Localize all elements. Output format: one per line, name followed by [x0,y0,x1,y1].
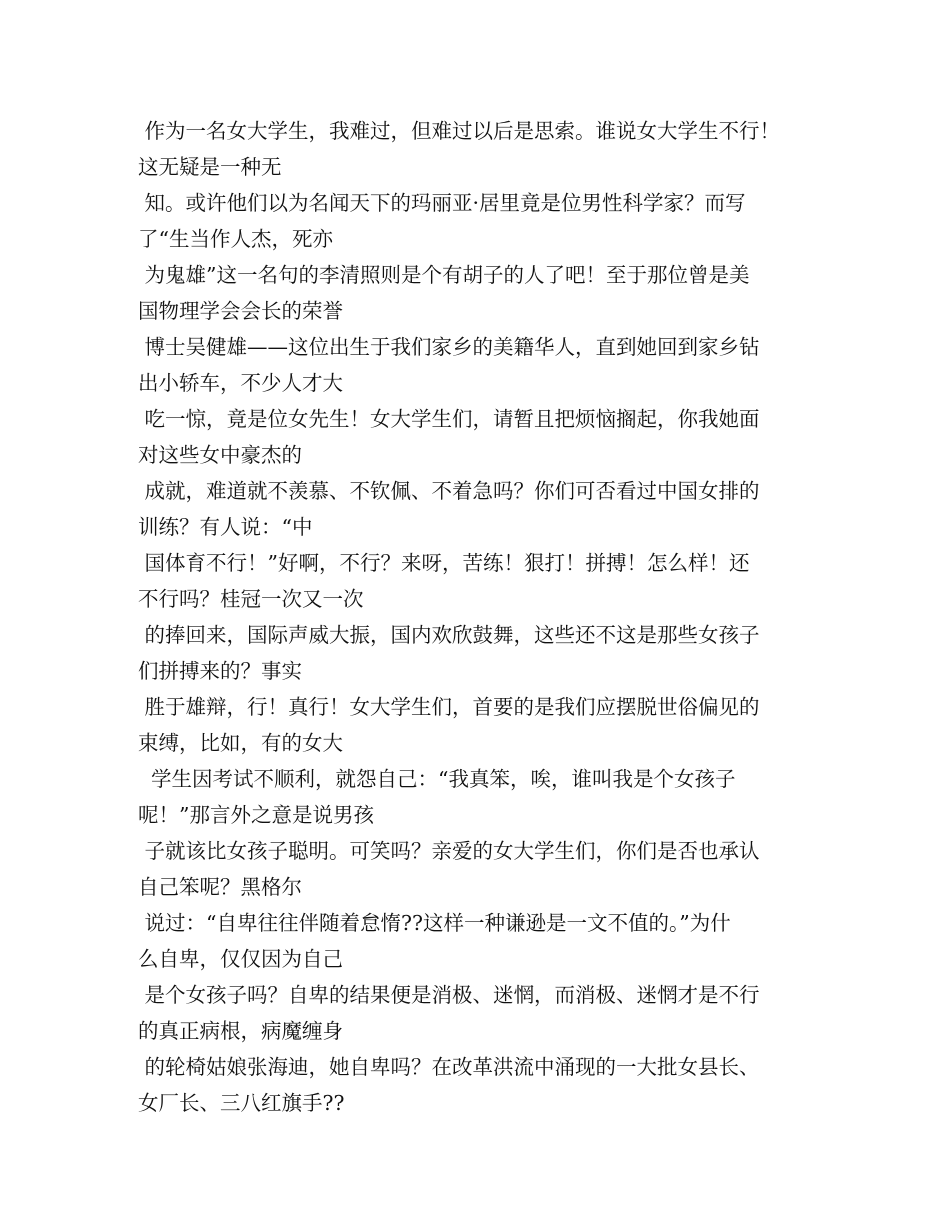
text-line: 的捧回来，国际声威大振，国内欢欣鼓舞，这些还不这是那些女孩子 [138,623,760,647]
text-line: 国体育不行！”好啊，不行？来呀，苦练！狠打！拼搏！怎么样！还 [138,551,750,575]
text-line: 吃一惊，竟是位女先生！女大学生们，请暂且把烦恼搁起，你我她面 [138,407,760,431]
text-line: 子就该比女孩子聪明。可笑吗？亲爱的女大学生们，你们是否也承认 [138,839,760,863]
text-line: 自己笨呢？黑格尔 [138,875,302,899]
text-line: 作为一名女大学生，我难过，但难过以后是思索。谁说女大学生不行！ [138,119,781,143]
text-line: 训练？有人说：“中 [138,515,313,539]
text-line: 的轮椅姑娘张海迪，她自卑吗？在改革洪流中涌现的一大批女县长、 [138,1055,760,1079]
text-line: 学生因考试不顺利，就怨自己：“我真笨，唉，谁叫我是个女孩子 [138,767,736,791]
essay-text [138,113,828,1121]
text-line: 为鬼雄”这一名句的李清照则是个有胡子的人了吧！至于那位曾是美 [138,263,750,287]
text-line: 呢！”那言外之意是说男孩 [138,803,374,827]
text-line: 胜于雄辩，行！真行！女大学生们，首要的是我们应摆脱世俗偏见的 [138,695,760,719]
text-line: 成就，难道就不羡慕、不钦佩、不着急吗？你们可否看过中国女排的 [138,479,760,503]
text-line: 国物理学会会长的荣誉 [138,299,343,323]
text-line: 对这些女中豪杰的 [138,443,302,467]
text-line: 知。或许他们以为名闻天下的玛丽亚·居里竟是位男性科学家？而写 [138,191,746,215]
text-line: 束缚，比如，有的女大 [138,731,343,755]
text-line: 出小轿车，不少人才大 [138,371,343,395]
text-line: 不行吗？桂冠一次又一次 [138,587,364,611]
text-line: 说过：“自卑往往伴随着怠惰??这样一种谦逊是一文不值的。”为什 [138,911,731,935]
text-line: 这无疑是一种无 [138,155,282,179]
text-line: 么自卑，仅仅因为自己 [138,947,343,971]
text-line: 们拼搏来的？事实 [138,659,302,683]
text-line: 博士吴健雄——这位出生于我们家乡的美籍华人，直到她回到家乡钻 [138,335,760,359]
text-line: 了“生当作人杰，死亦 [138,227,333,251]
text-line: 女厂长、三八红旗手?? [138,1091,345,1115]
text-line: 的真正病根，病魔缠身 [138,1019,343,1043]
text-line: 是个女孩子吗？自卑的结果便是消极、迷惘，而消极、迷惘才是不行 [138,983,760,1007]
